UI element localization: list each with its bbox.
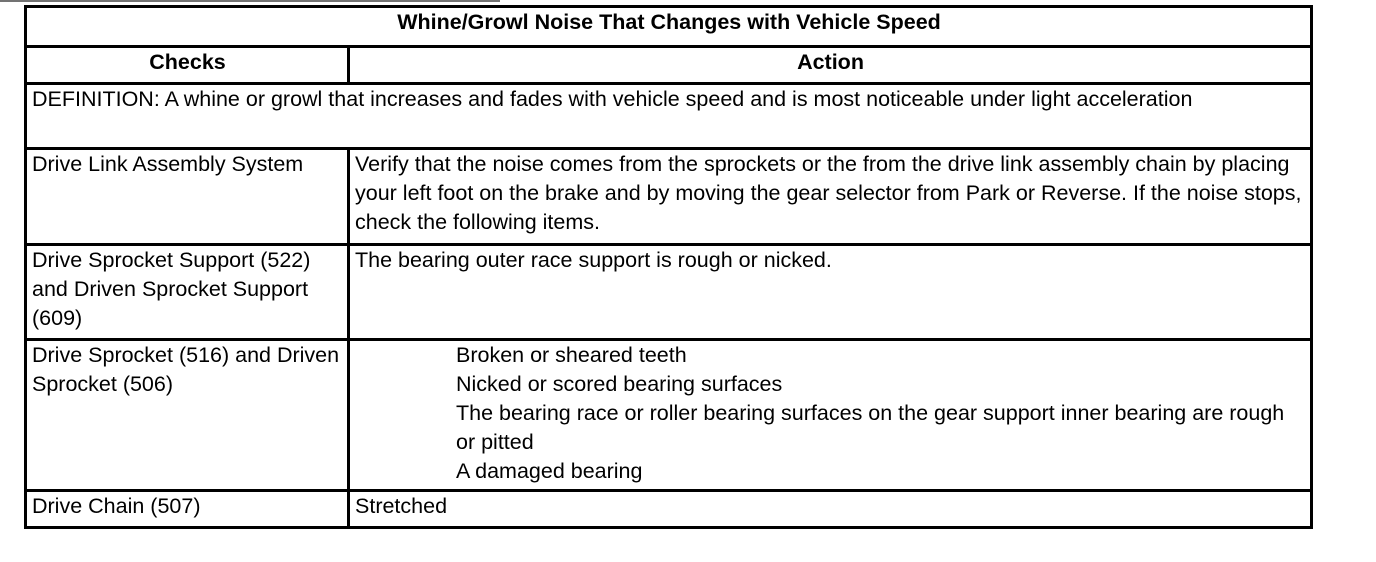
- column-header-checks: Checks: [26, 47, 349, 84]
- check-cell: Drive Sprocket (516) and Driven Sprocket (506): [26, 340, 349, 491]
- action-cell: Stretched: [349, 491, 1312, 528]
- clipped-header-rule: [0, 0, 500, 2]
- table-row: [26, 340, 1312, 491]
- list-item: The bearing race or roller bearing surfaces on the gear support inner bearing are rough or pitted: [456, 401, 1285, 454]
- table-row: [26, 491, 1312, 528]
- definition-text: DEFINITION: A whine or growl that increases and fades with vehicle speed and is most noticeable under light acceleration: [26, 84, 1312, 149]
- action-bullet-list: [355, 341, 1306, 486]
- check-cell: Drive Link Assembly System: [26, 149, 349, 245]
- check-cell: Drive Chain (507): [26, 491, 349, 528]
- table-title: Whine/Growl Noise That Changes with Vehicle Speed: [26, 7, 1312, 47]
- table-row: [26, 245, 1312, 340]
- action-cell: [349, 340, 1312, 491]
- check-cell: Drive Sprocket Support (522) and Driven Sprocket Support (609): [26, 245, 349, 340]
- diagnostic-table: [24, 5, 1313, 529]
- definition-row: [26, 84, 1312, 149]
- column-header-action: Action: [349, 47, 1312, 84]
- action-cell: The bearing outer race support is rough or nicked.: [349, 245, 1312, 340]
- list-item: A damaged bearing: [456, 459, 643, 483]
- title-row: [26, 7, 1312, 47]
- action-cell: Verify that the noise comes from the sprockets or the from the drive link assembly chain by placing your left foot on the brake and by moving the gear selector from Park or Reverse. If the noise stops, check the following items.: [349, 149, 1312, 245]
- table-row: [26, 149, 1312, 245]
- header-row: [26, 47, 1312, 84]
- list-item: Broken or sheared teeth: [456, 343, 687, 367]
- list-item: Nicked or scored bearing surfaces: [456, 372, 783, 396]
